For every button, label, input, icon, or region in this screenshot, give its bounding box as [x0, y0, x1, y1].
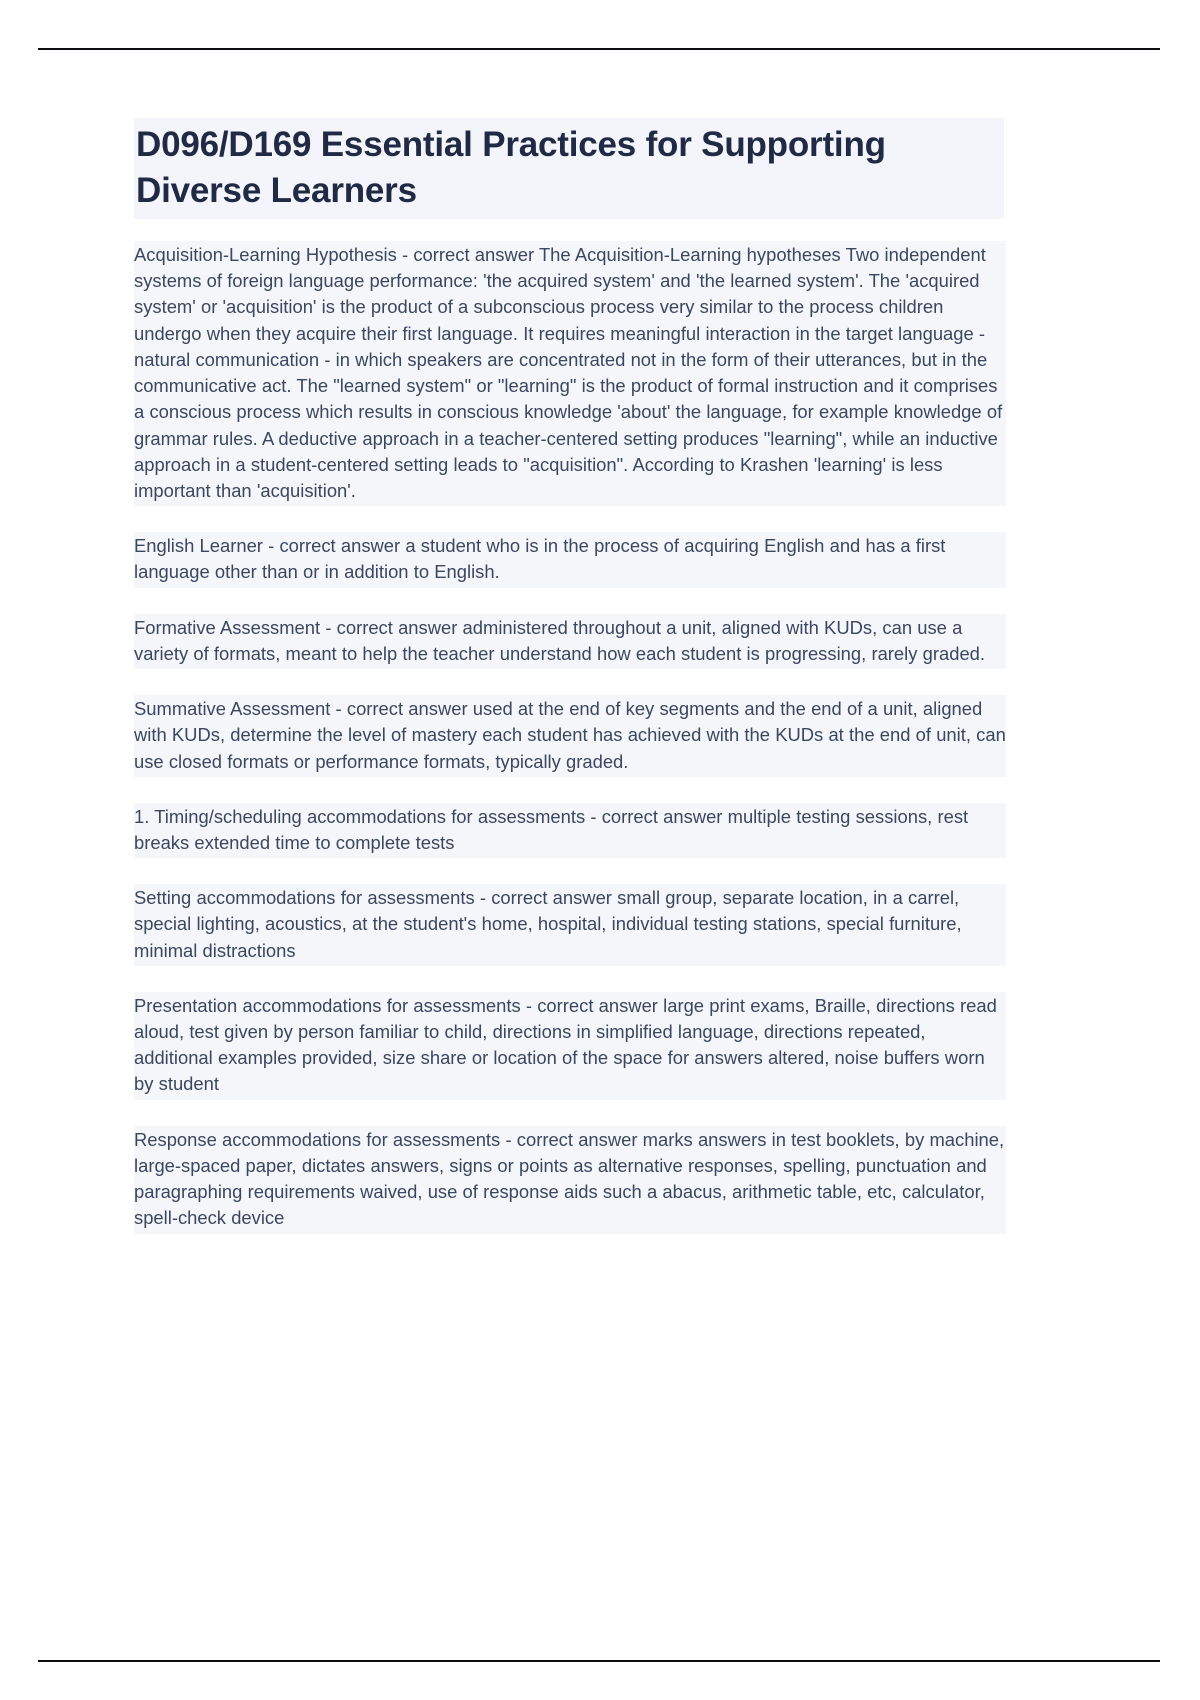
paragraph-acquisition-learning-hypothesis: Acquisition-Learning Hypothesis - correct answer The Acquisition-Learning hypotheses Two independent systems of foreign language performance: 'the acquired system' and 'the learned system'. The 'acquired system' or 'acquisition' is the product of a subconscious process very similar to the process children undergo when they acquire their first language. It requires meaningful interaction in the target language - natural communication - in which speakers are concentrated not in the form of their utterances, but in the communicative act. The "learned system" or "learning" is the product of formal instruction and it comprises a conscious process which results in conscious knowledge 'about' the language, for example knowledge of grammar rules. A deductive approach in a teacher-centered setting produces "learning", while an inductive approach in a student-centered setting leads to "acquisition". According to Krashen 'learning' is less important than 'acquisition'. — [134, 241, 1006, 506]
paragraph-timing-scheduling-accommodations: 1. Timing/scheduling accommodations for assessments - correct answer multiple testing sessions, rest breaks extended time to complete tests — [134, 803, 1006, 858]
paragraph-response-accommodations: Response accommodations for assessments - correct answer marks answers in test booklets, by machine, large-spaced paper, dictates answers, signs or points as alternative responses, spelling, punctuation and paragraphing requirements waived, use of response aids such a abacus, arithmetic table, etc, calculator, spell-check device — [134, 1126, 1006, 1234]
document-content — [134, 118, 1006, 1234]
page-bottom-rule — [38, 1660, 1160, 1662]
paragraph-setting-accommodations: Setting accommodations for assessments - correct answer small group, separate location, in a carrel, special lighting, acoustics, at the student's home, hospital, individual testing stations, special furniture, minimal distractions — [134, 884, 1006, 966]
paragraph-presentation-accommodations: Presentation accommodations for assessments - correct answer large print exams, Braille, directions read aloud, test given by person familiar to child, directions in simplified language, directions repeated, additional examples provided, size share or location of the space for answers altered, noise buffers worn by student — [134, 992, 1006, 1100]
paragraph-summative-assessment: Summative Assessment - correct answer used at the end of key segments and the end of a unit, aligned with KUDs, determine the level of mastery each student has achieved with the KUDs at the end of unit, can use closed formats or performance formats, typically graded. — [134, 695, 1006, 777]
page-title: D096/D169 Essential Practices for Supporting Diverse Learners — [134, 118, 1004, 219]
paragraph-english-learner: English Learner - correct answer a student who is in the process of acquiring English and has a first language other than or in addition to English. — [134, 532, 1006, 587]
page-top-rule — [38, 48, 1160, 50]
paragraph-formative-assessment: Formative Assessment - correct answer administered throughout a unit, aligned with KUDs, can use a variety of formats, meant to help the teacher understand how each student is progressing, rarely graded. — [134, 614, 1006, 669]
